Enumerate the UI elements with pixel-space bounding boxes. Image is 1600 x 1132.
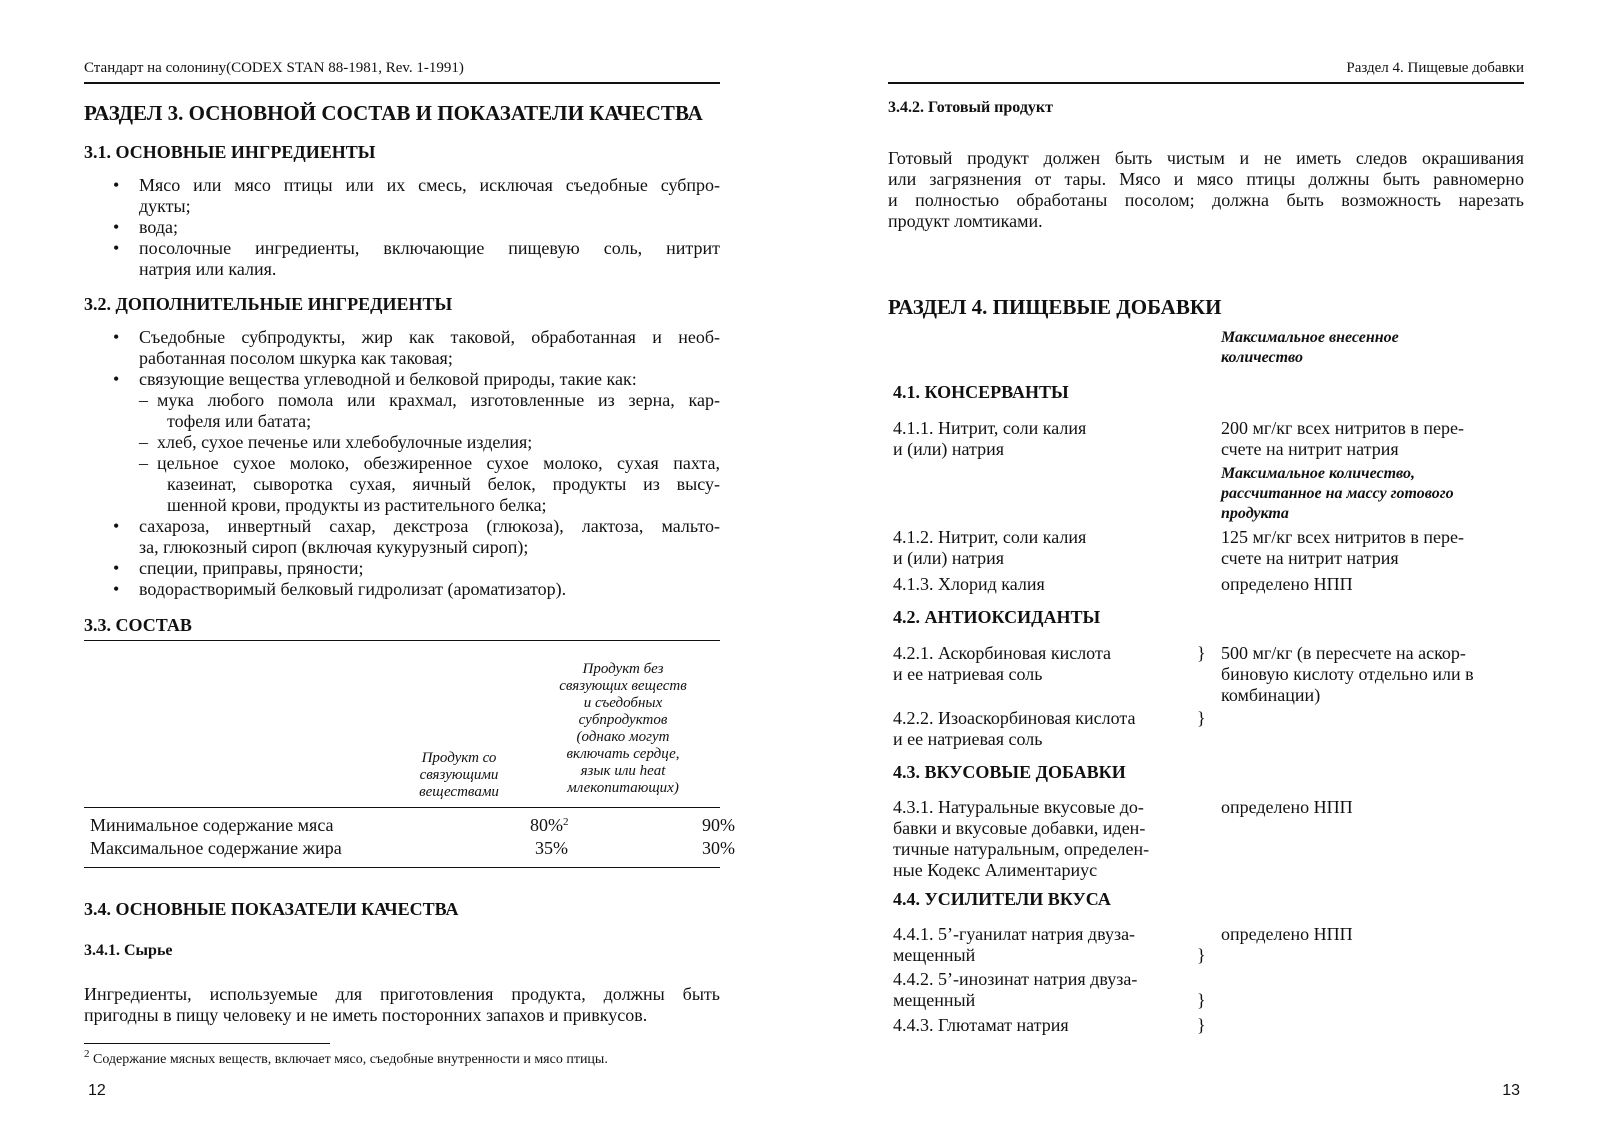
section-4-title: РАЗДЕЛ 4. ПИЩЕВЫЕ ДОБАВКИ <box>888 295 1222 319</box>
additive-name: 4.4.1. 5’-гуанилат натрия двуза- мещенный <box>893 924 1136 965</box>
table-row-label: Максимальное содержание жира <box>90 838 342 858</box>
additive-name: 4.1.3. Хлорид калия <box>893 574 1045 594</box>
dash-item: – хлеб, сухое печенье или хлебобулочные изделия; <box>139 432 533 452</box>
heading-3-3: 3.3. СОСТАВ <box>84 615 192 635</box>
footnote-rule <box>84 1043 330 1044</box>
dash-item: – мука любого помола или крахмал, изготовленные из зерна, кар- тофеля или батата; <box>139 390 720 431</box>
heading-4-4: 4.4. УСИЛИТЕЛИ ВКУСА <box>893 889 1111 909</box>
running-header: Стандарт на солонину(CODEX STAN 88-1981, Rev. 1-1991) <box>84 60 464 76</box>
page-number: 12 <box>88 1082 106 1099</box>
additive-value: 125 мг/кг всех нитритов в пере- счете на нитрит натрия <box>1221 527 1464 568</box>
heading-3-4-1: 3.4.1. Сырье <box>84 942 173 959</box>
additive-name: 4.1.2. Нитрит, соли калия и (или) натрия <box>893 527 1087 568</box>
right-page <box>888 0 1524 1132</box>
header-rule <box>84 82 720 84</box>
list-item: • вода; <box>139 217 720 238</box>
heading-3-4-2: 3.4.2. Готовый продукт <box>888 99 1053 116</box>
running-header: Раздел 4. Пищевые добавки <box>1346 60 1524 76</box>
additive-value: определено НПП <box>1221 924 1353 944</box>
heading-3-4: 3.4. ОСНОВНЫЕ ПОКАЗАТЕЛИ КАЧЕСТВА <box>84 899 459 919</box>
additive-name: 4.2.1. Аскорбиновая кислота и ее натриевая соль <box>893 643 1112 684</box>
table-cell: 90% <box>702 815 735 835</box>
additive-value: определено НПП <box>1221 574 1353 594</box>
table-cell: 35% <box>535 838 568 858</box>
list-item: • посолочные ингредиенты, включающие пищевую соль, нитрит натрия или калия. <box>139 238 720 280</box>
table-cell: 80%$^2$ <box>530 815 569 835</box>
brace: } <box>1197 1015 1206 1035</box>
additive-name: 4.4.2. 5’-инозинат натрия двуза- мещенный <box>893 969 1138 1010</box>
list-item: • водорастворимый белковый гидролизат (ароматизатор). <box>139 579 720 600</box>
table-cell: 30% <box>702 838 735 858</box>
table-col-header-without-binders: Продукт без связующих веществ и съедобных субпродуктов (однако могут включать сердце, язык или heat млекопитающих) <box>559 661 687 796</box>
heading-4-2: 4.2. АНТИОКСИДАНТЫ <box>893 607 1101 627</box>
heading-4-3: 4.3. ВКУСОВЫЕ ДОБАВКИ <box>893 762 1126 782</box>
list-item: • связующие вещества углеводной и белковой природы, такие как: – мука любого помола или крахмал, изготовленные из зерна, кар- тофеля или батата; – хлеб, сухое печенье или хлебобулочные изделия; – цельное сухое молоко, обезжиренное сухое молоко, сухая пахта, казеинат, сыворотка сухая, яичный белок, продукты из высу- шенной крови, продукты из растительного белка; <box>139 369 720 516</box>
table-header-rule <box>84 807 720 808</box>
additive-name: 4.3.1. Натуральные вкусовые до- бавки и вкусовые добавки, иден- тичные натуральным, определен- ные Кодекс Алиментариус <box>893 797 1150 880</box>
list-item: • специи, приправы, пряности; <box>139 558 720 579</box>
brace: } <box>1197 990 1206 1010</box>
heading-3-2: 3.2. ДОПОЛНИТЕЛЬНЫЕ ИНГРЕДИЕНТЫ <box>84 294 453 314</box>
brace: } <box>1197 708 1206 728</box>
left-page <box>84 0 735 1132</box>
list-3-1 <box>139 175 720 280</box>
table-top-rule <box>84 640 720 641</box>
section-3-title: РАЗДЕЛ 3. ОСНОВНОЙ СОСТАВ И ПОКАЗАТЕЛИ КАЧЕСТВА <box>84 101 703 125</box>
additive-value: 200 мг/кг всех нитритов в пере- счете на нитрит натрия <box>1221 418 1464 459</box>
dash-item: – цельное сухое молоко, обезжиренное сухое молоко, сухая пахта, казеинат, сыворотка сухая, яичный белок, продукты из высу- шенной крови, продукты из растительного белка; <box>139 453 720 515</box>
table-bottom-rule <box>84 867 720 868</box>
list-item: • сахароза, инвертный сахар, декстроза (глюкоза), лактоза, мальто- за, глюкозный сироп (включая кукурузный сироп); <box>139 516 720 558</box>
additive-name: 4.4.3. Глютамат натрия <box>893 1015 1069 1035</box>
paragraph-raw-materials: Ингредиенты, используемые для приготовления продукта, должны быть пригодны в пищу человеку и не иметь посторонних запахов и привкусов. <box>84 984 720 1025</box>
additive-name: 4.1.1. Нитрит, соли калия и (или) натрия <box>893 418 1087 459</box>
heading-4-1: 4.1. КОНСЕРВАНТЫ <box>893 382 1069 402</box>
page-number: 13 <box>1502 1082 1520 1099</box>
table-row-label: Минимальное содержание мяса <box>90 815 334 835</box>
brace: } <box>1197 643 1206 663</box>
additive-name: 4.2.2. Изоаскорбиновая кислота и ее натриевая соль <box>893 708 1136 749</box>
header-rule <box>888 82 1524 84</box>
footnote: $^2$ Содержание мясных веществ, включает мясо, съедобные внутренности и мясо птицы. <box>84 1048 608 1067</box>
table-col-header-with-binders: Продукт со связующими веществами <box>419 750 499 800</box>
heading-3-1: 3.1. ОСНОВНЫЕ ИНГРЕДИЕНТЫ <box>84 142 376 162</box>
column-header-max-amount: Максимальное внесенное количество <box>1221 329 1399 366</box>
list-item: • Мясо или мясо птицы или их смесь, исключая съедобные субпро- дукты; <box>139 175 720 217</box>
brace: } <box>1197 945 1206 965</box>
additive-value: 500 мг/кг (в пересчете на аскор- биновую кислоту отдельно или в комбинации) <box>1221 643 1474 705</box>
list-3-2 <box>139 327 720 600</box>
column-header-max-amount-per-product: Максимальное количество, рассчитанное на массу готового продукта <box>1221 465 1454 522</box>
paragraph-finished-product: Готовый продукт должен быть чистым и не иметь следов окрашивания или загрязнения от тары. Мясо и мясо птицы должны быть равномерно и полностью обработаны посолом; должна быть возможность нарезать продукт ломтиками. <box>888 148 1524 231</box>
list-item: • Съедобные субпродукты, жир как таковой, обработанная и необ- работанная посолом шкурка как таковая; <box>139 327 720 369</box>
additive-value: определено НПП <box>1221 797 1353 817</box>
